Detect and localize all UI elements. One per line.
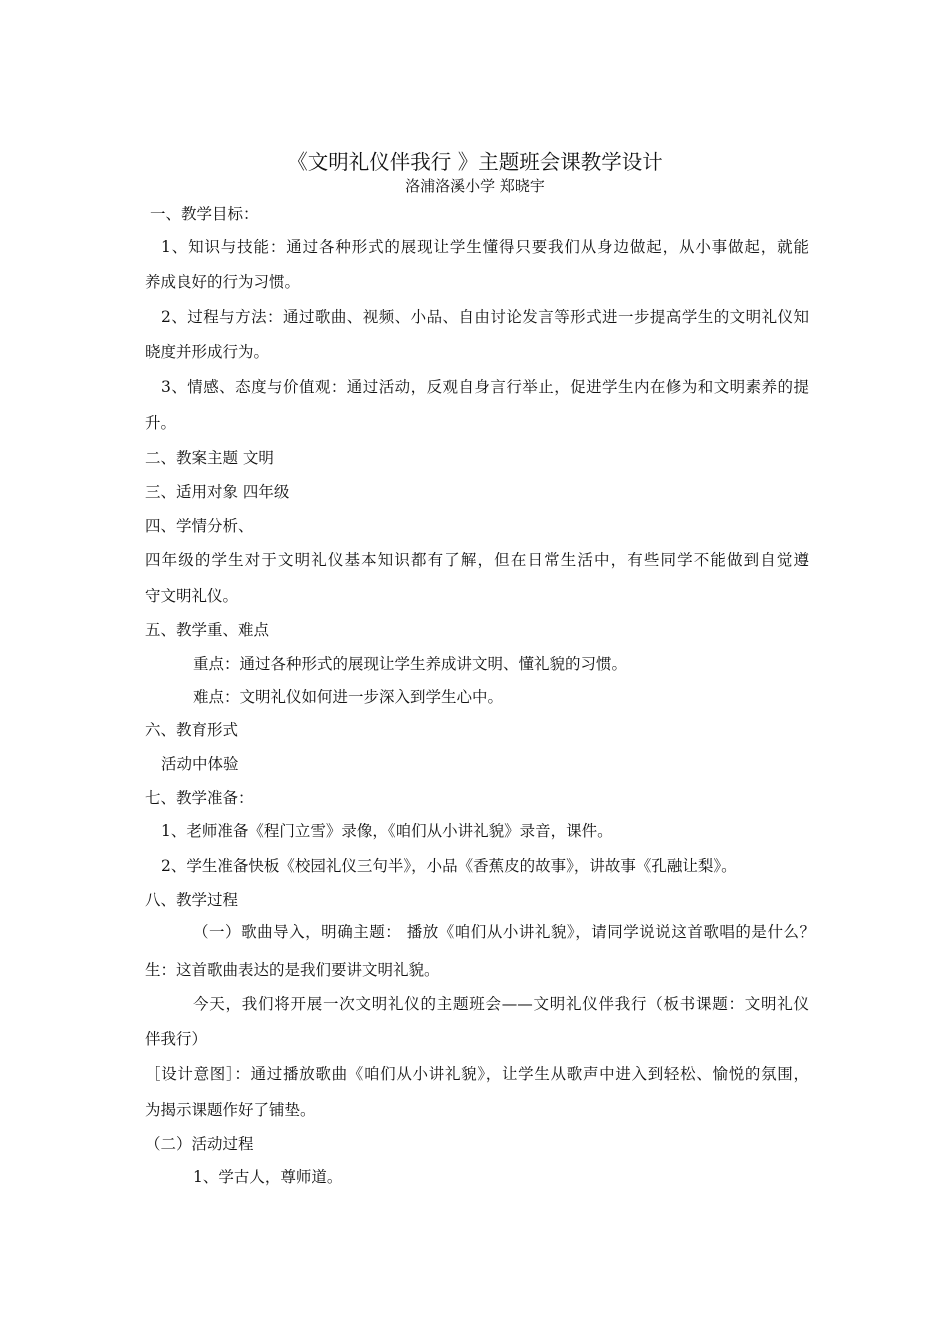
- paragraph-line: 今天，我们将开展一次文明礼仪的主题班会——文明礼仪伴我行（板书课题：文明礼仪: [193, 995, 809, 1013]
- paragraph-line: 伴我行）: [145, 1030, 208, 1048]
- paragraph-line: 升。: [145, 414, 177, 432]
- paragraph-line: 晓度并形成行为。: [145, 343, 270, 361]
- section-heading-form: 六、教育形式: [145, 721, 239, 739]
- paragraph-line: （一）歌曲导入，明确主题： 播放《咱们从小讲礼貌》，请同学说说这首歌唱的是什么？: [193, 923, 815, 941]
- activity-item: 1、学古人，尊师道。: [193, 1168, 343, 1186]
- paragraph-line: 活动中体验: [161, 755, 239, 773]
- section-heading-theme: 二、教案主题 文明: [145, 449, 274, 467]
- document-author: 洛浦洛溪小学 郑晓宇: [405, 177, 545, 195]
- section-heading-preparation: 七、教学准备：: [145, 789, 254, 807]
- preparation-item: 1、老师准备《程门立雪》录像，《咱们从小讲礼貌》录音，课件。: [161, 822, 613, 840]
- design-intent-line: ［设计意图］：通过播放歌曲《咱们从小讲礼貌》，让学生从歌声中进入到轻松、愉悦的氛围，: [145, 1065, 809, 1083]
- paragraph-line: 为揭示课题作好了铺垫。: [145, 1101, 316, 1119]
- section-heading-key-points: 五、教学重、难点: [145, 621, 270, 639]
- key-point-line: 重点：通过各种形式的展现让学生养成讲文明、懂礼貌的习惯。: [193, 655, 628, 673]
- paragraph-line: 3、情感、态度与价值观：通过活动，反观自身言行举止，促进学生内在修为和文明素养的提: [161, 378, 809, 396]
- section-heading-process: 八、教学过程: [145, 891, 239, 909]
- subsection-heading-activity: （二）活动过程: [145, 1135, 254, 1153]
- paragraph-line: 2、过程与方法：通过歌曲、视频、小品、自由讨论发言等形式进一步提高学生的文明礼仪知: [161, 308, 809, 326]
- paragraph-line: 1、知识与技能：通过各种形式的展现让学生懂得只要我们从身边做起，从小事做起，就能: [161, 238, 809, 256]
- paragraph-line: 守文明礼仪。: [145, 587, 239, 605]
- section-heading-audience: 三、适用对象 四年级: [145, 483, 290, 501]
- section-heading-analysis: 四、学情分析、: [145, 517, 254, 535]
- paragraph-line: 生：这首歌曲表达的是我们要讲文明礼貌。: [145, 961, 440, 979]
- difficulty-line: 难点：文明礼仪如何进一步深入到学生心中。: [193, 688, 504, 706]
- preparation-item: 2、学生准备快板《校园礼仪三句半》，小品《香蕉皮的故事》，讲故事《孔融让梨》。: [161, 857, 737, 875]
- paragraph-line: 四年级的学生对于文明礼仪基本知识都有了解，但在日常生活中，有些同学不能做到自觉遵: [145, 551, 809, 569]
- paragraph-line: 养成良好的行为习惯。: [145, 273, 301, 291]
- document-title: 《文明礼仪伴我行 》主题班会课教学设计: [287, 150, 663, 174]
- section-heading-goals: 一、教学目标：: [150, 205, 259, 223]
